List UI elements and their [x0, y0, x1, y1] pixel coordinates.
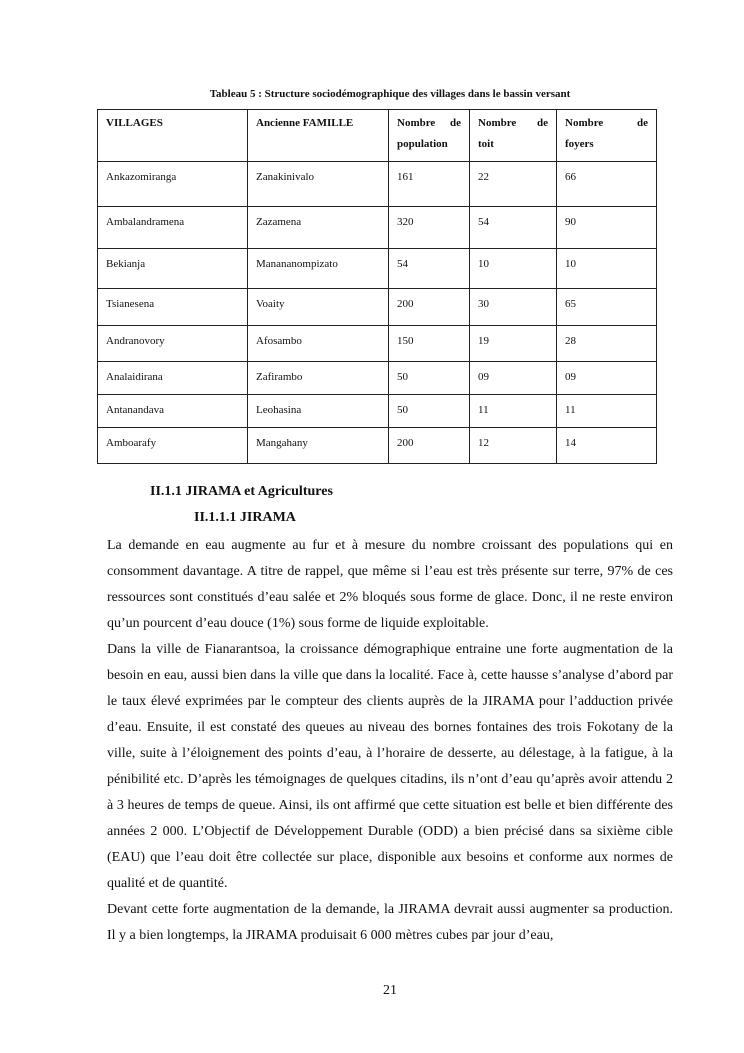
cell-famille: Zafirambo — [248, 362, 389, 395]
cell-village: Antanandava — [98, 395, 248, 428]
cell-toit: 30 — [470, 289, 557, 326]
cell-famille: Mangahany — [248, 428, 389, 464]
cell-famille: Manananompizato — [248, 249, 389, 289]
cell-toit: 22 — [470, 162, 557, 207]
table-row — [98, 362, 657, 395]
cell-toit: 11 — [470, 395, 557, 428]
table-row — [98, 428, 657, 464]
page-number: 21 — [383, 983, 397, 998]
header-nombre-population: Nombre de population — [389, 110, 470, 162]
cell-famille: Zanakinivalo — [248, 162, 389, 207]
cell-foyers: 11 — [557, 395, 657, 428]
header-ancienne-famille: Ancienne FAMILLE — [248, 110, 389, 162]
cell-foyers: 14 — [557, 428, 657, 464]
cell-population: 50 — [389, 362, 470, 395]
cell-foyers: 65 — [557, 289, 657, 326]
cell-famille: Zazamena — [248, 207, 389, 249]
cell-toit: 10 — [470, 249, 557, 289]
cell-population: 320 — [389, 207, 470, 249]
header-nombre-toit: Nombre de toit — [470, 110, 557, 162]
table-header-row — [98, 110, 657, 162]
cell-famille: Leohasina — [248, 395, 389, 428]
cell-population: 200 — [389, 289, 470, 326]
cell-population: 200 — [389, 428, 470, 464]
cell-foyers: 09 — [557, 362, 657, 395]
cell-foyers: 28 — [557, 326, 657, 362]
cell-village: Ambalandramena — [98, 207, 248, 249]
header-villages: VILLAGES — [98, 110, 248, 162]
body-text — [107, 533, 673, 949]
cell-population: 150 — [389, 326, 470, 362]
cell-foyers: 66 — [557, 162, 657, 207]
cell-village: Andranovory — [98, 326, 248, 362]
table-row — [98, 249, 657, 289]
paragraph: La demande en eau augmente au fur et à mesure du nombre croissant des populations qui en consomment davantage. A titre de rappel, que même si l’eau est très présente sur terre, 97% de ces ressources sont constitués d’eau salée et 2% bloqués sous forme de glace. Donc, il ne reste environ qu’un pourcent d’eau douce (1%) sous forme de liquide exploitable. — [107, 538, 673, 631]
cell-toit: 54 — [470, 207, 557, 249]
cell-village: Analaidirana — [98, 362, 248, 395]
cell-village: Tsianesena — [98, 289, 248, 326]
cell-population: 161 — [389, 162, 470, 207]
cell-toit: 09 — [470, 362, 557, 395]
paragraph: Dans la ville de Fianarantsoa, la croissance démographique entraine une forte augmentation de la besoin en eau, aussi bien dans la ville que dans la localité. Face à, cette hausse s’analyse d’abord par le taux élevé exprimées par le compteur des clients auprès de la JIRAMA pour l’adduction privée d’eau. Ensuite, il est constaté des queues au niveau des bornes fontaines des trois Fokotany de la ville, suite à l’éloignement des points d’eau, à l’horaire de desserte, au délestage, à la fatigue, à la pénibilité etc. D’après les témoignages de quelques citadins, ils n’ont d’eau qu’après avoir attendu 2 à 3 heures de temps de queue. Ainsi, ils ont affirmé que cette situation est belle et bien différente des années 2 000. L’Objectif de Développement Durable (ODD) a bien précisé dans sa sixième cible (EAU) que l’eau doit être collectée sur place, disponible aux besoins et conforme aux normes de qualité et de quantité. — [107, 642, 673, 891]
cell-village: Amboarafy — [98, 428, 248, 464]
cell-famille: Afosambo — [248, 326, 389, 362]
paragraph: Devant cette forte augmentation de la demande, la JIRAMA devrait aussi augmenter sa production. Il y a bien longtemps, la JIRAMA produisait 6 000 mètres cubes par jour d’eau, — [107, 902, 673, 943]
cell-foyers: 10 — [557, 249, 657, 289]
table-row — [98, 289, 657, 326]
section-heading: II.1.1 JIRAMA et Agricultures — [150, 484, 333, 499]
demographic-table — [97, 109, 657, 464]
table-row — [98, 207, 657, 249]
cell-toit: 19 — [470, 326, 557, 362]
table-row — [98, 395, 657, 428]
header-nombre-foyers: Nombre de foyers — [557, 110, 657, 162]
table-row — [98, 162, 657, 207]
cell-famille: Voaity — [248, 289, 389, 326]
subsection-heading: II.1.1.1 JIRAMA — [194, 510, 296, 525]
cell-foyers: 90 — [557, 207, 657, 249]
cell-village: Bekianja — [98, 249, 248, 289]
cell-population: 54 — [389, 249, 470, 289]
table-row — [98, 326, 657, 362]
cell-village: Ankazomiranga — [98, 162, 248, 207]
table-caption: Tableau 5 : Structure sociodémographique des villages dans le bassin versant — [209, 88, 571, 100]
cell-toit: 12 — [470, 428, 557, 464]
cell-population: 50 — [389, 395, 470, 428]
